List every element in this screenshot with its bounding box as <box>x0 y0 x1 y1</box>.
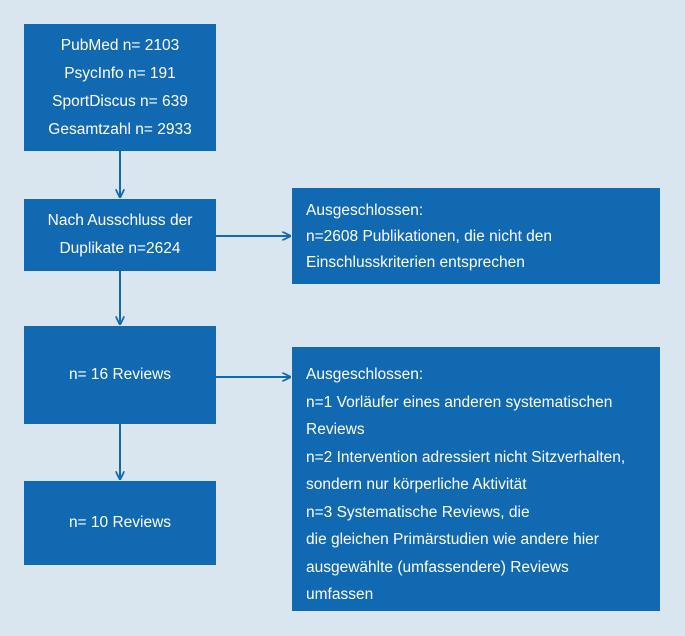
sources-line: PsycInfo n= 191 <box>64 64 176 82</box>
excluded2-line: n=1 Vorläufer eines anderen systematischen <box>306 393 613 411</box>
excluded2-line: ausgewählte (umfassendere) Reviews <box>306 558 569 576</box>
reviews16-label: n= 16 Reviews <box>68 366 172 383</box>
excluded2-line: Ausgeschlossen: <box>306 366 424 383</box>
excluded2-line: umfassen <box>306 586 374 603</box>
excluded1-box <box>292 188 660 284</box>
excluded2-line: n=3 Systematische Reviews, die <box>306 503 530 521</box>
sources-line: SportDiscus n= 639 <box>52 92 188 110</box>
dedup-line: Nach Ausschluss der <box>47 212 193 229</box>
excluded2-line: sondern nur körperliche Aktivität <box>306 476 527 493</box>
excluded2-line: Reviews <box>306 421 365 438</box>
sources-line: Gesamtzahl n= 2933 <box>48 120 192 138</box>
dedup-box <box>24 199 216 271</box>
reviews16-box <box>24 326 216 424</box>
excluded2-line: die gleichen Primärstudien wie andere hier <box>306 531 599 548</box>
reviews10-box <box>24 481 216 565</box>
sources-line: PubMed n= 2103 <box>60 36 180 54</box>
excluded2-box <box>292 347 660 611</box>
sources-box <box>24 24 216 151</box>
dedup-line: Duplikate n=2624 <box>59 240 181 257</box>
reviews10-label: n= 10 Reviews <box>68 514 172 531</box>
excluded1-line: n=2608 Publikationen, die nicht den <box>306 228 553 245</box>
excluded1-line: Einschlusskriterien entsprechen <box>306 254 525 271</box>
excluded2-line: n=2 Intervention adressiert nicht Sitzverhalten, <box>306 448 626 466</box>
excluded1-line: Ausgeschlossen: <box>306 202 424 219</box>
